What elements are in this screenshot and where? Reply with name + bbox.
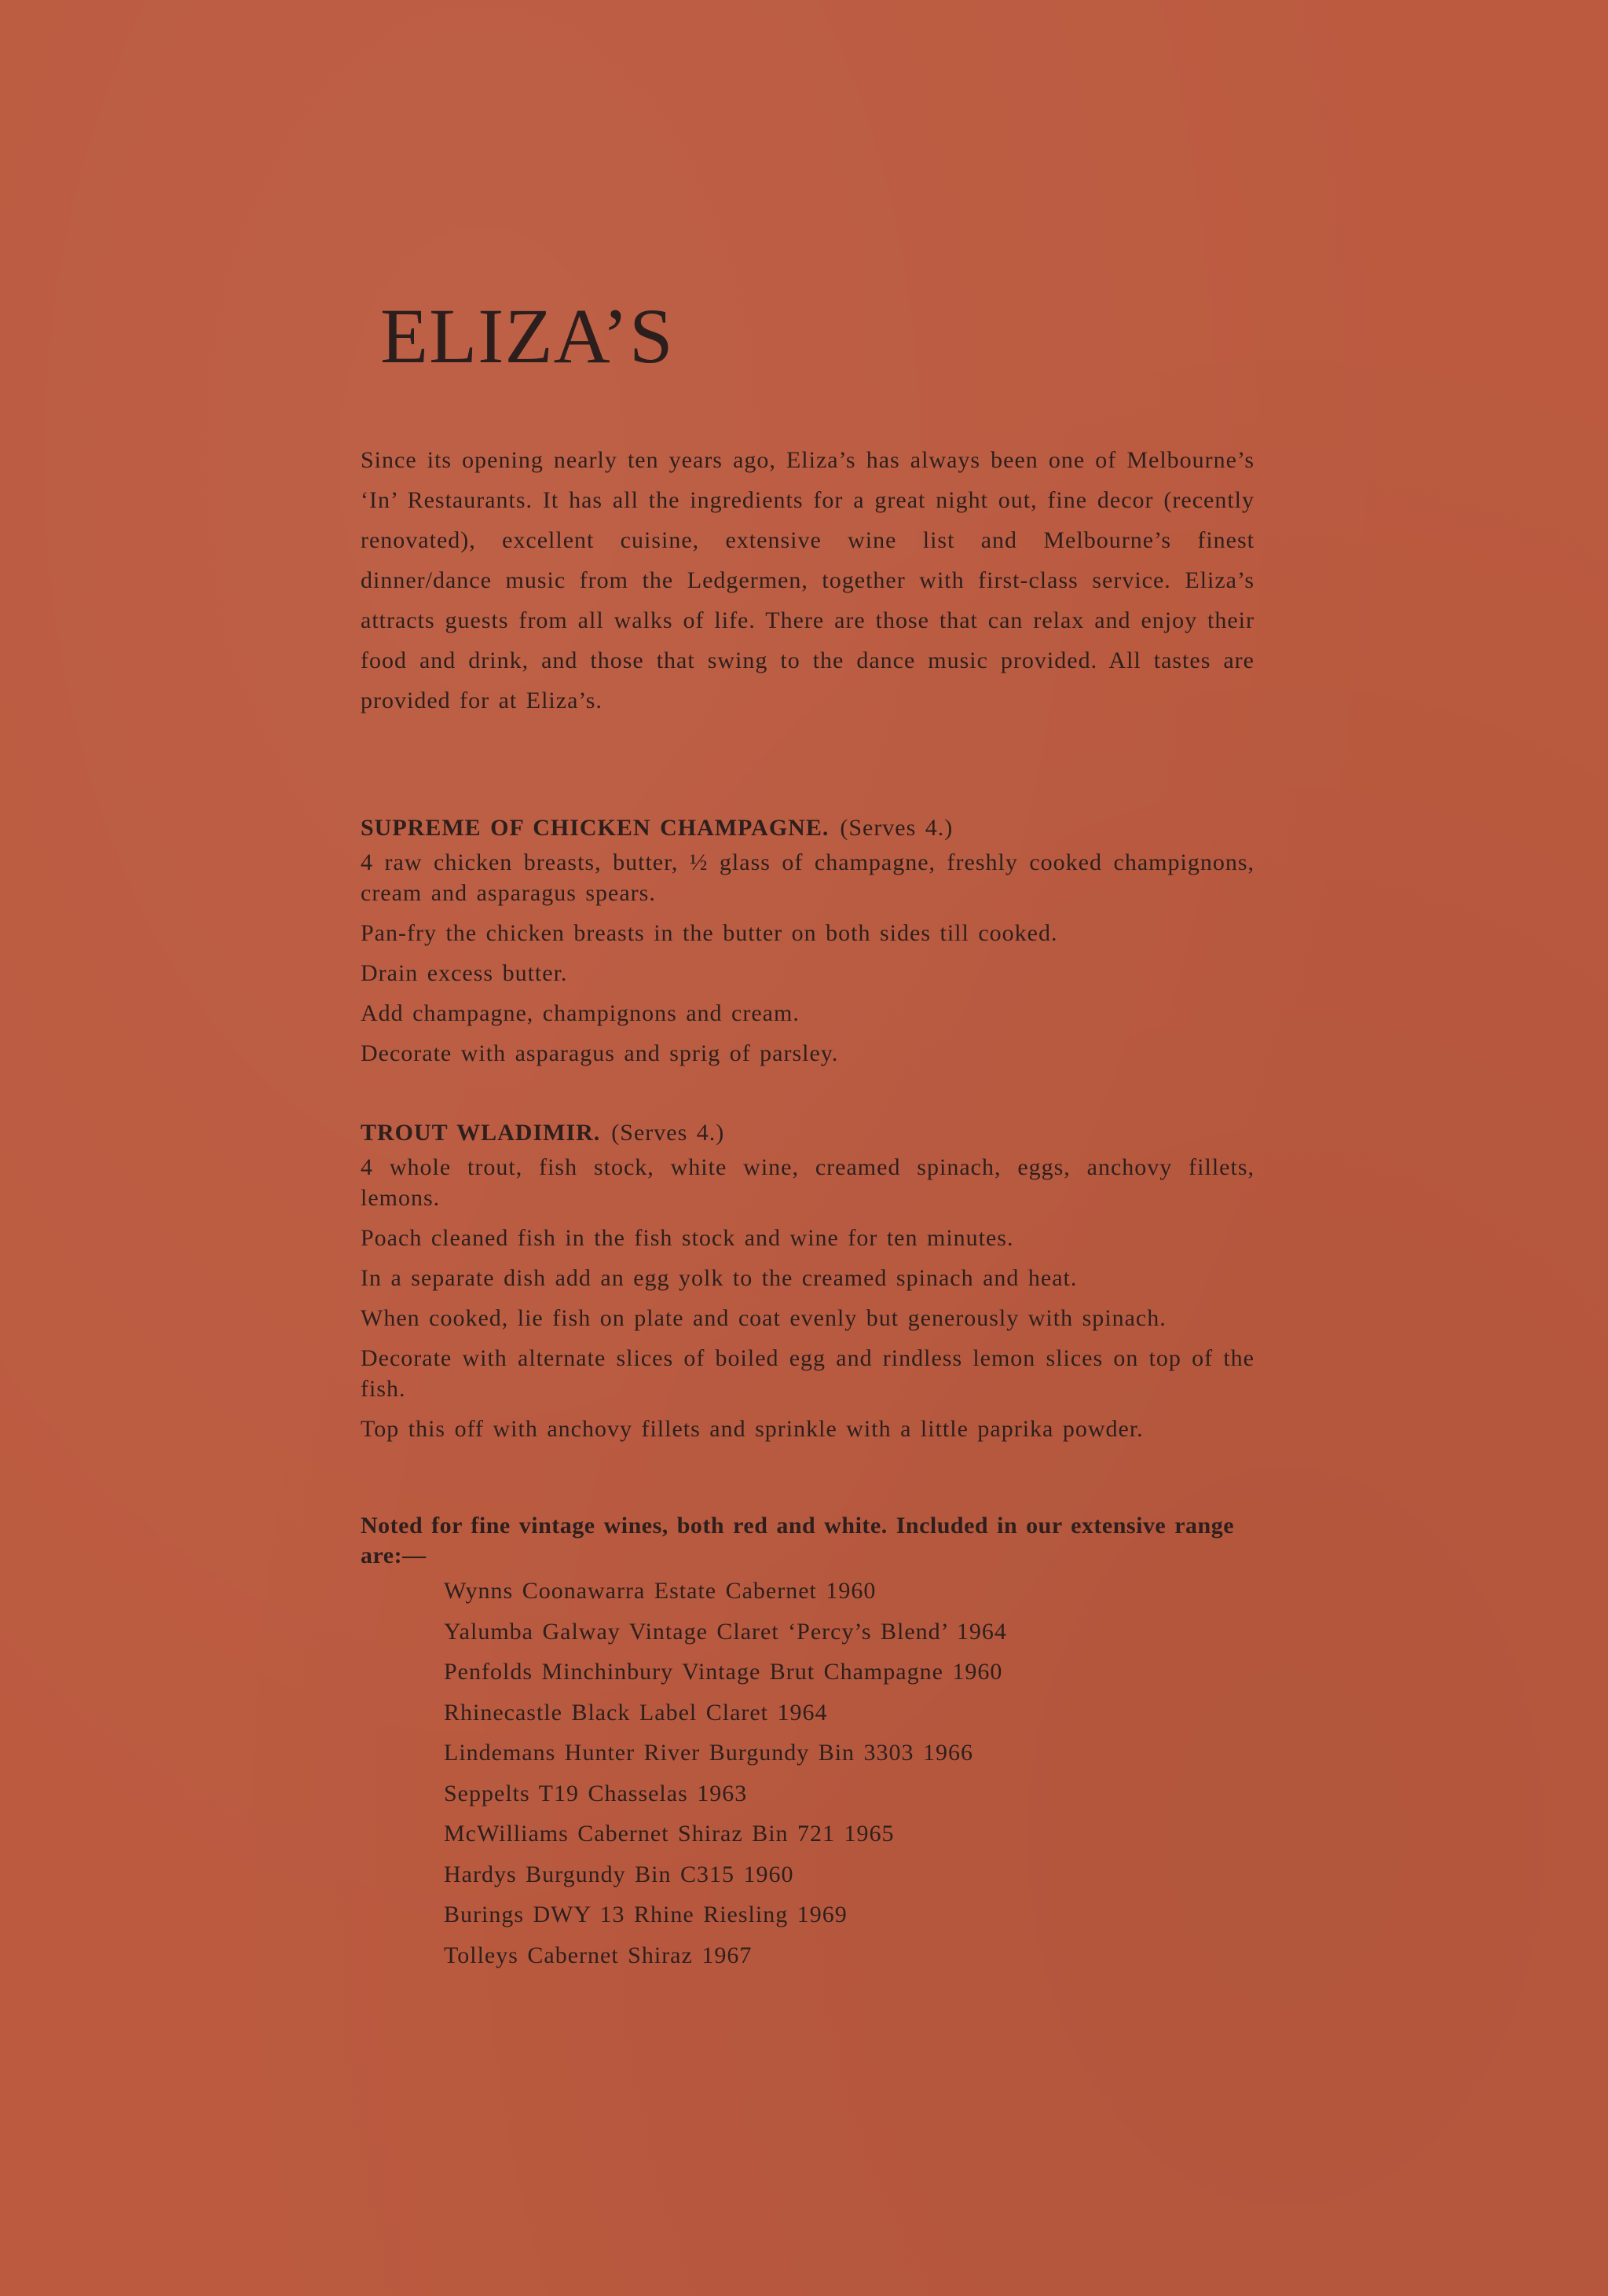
- wine-list: [361, 1571, 1255, 1975]
- wine-item: McWilliams Cabernet Shiraz Bin 721 1965: [444, 1821, 895, 1847]
- wine-item: Penfolds Minchinbury Vintage Brut Champagne 1960: [444, 1659, 1003, 1685]
- wine-item: Seppelts T19 Chasselas 1963: [444, 1780, 748, 1806]
- recipe-step: Add champagne, champignons and cream.: [361, 1000, 800, 1026]
- recipe-title: TROUT WLADIMIR.: [361, 1120, 601, 1146]
- recipe-heading: [361, 809, 1255, 847]
- recipe-heading: [361, 1114, 1255, 1152]
- recipe-trout-wladimir: [361, 1114, 1255, 1454]
- wine-item: Hardys Burgundy Bin C315 1960: [444, 1861, 794, 1887]
- recipe-step: Top this off with anchovy fillets and sprinkle with a little paprika powder.: [361, 1416, 1144, 1442]
- recipe-step: Poach cleaned fish in the fish stock and wine for ten minutes.: [361, 1225, 1014, 1251]
- recipe-ingredients: 4 whole trout, fish stock, white wine, creamed spinach, eggs, anchovy fillets, lemons.: [361, 1154, 1255, 1211]
- wine-item: Tolleys Cabernet Shiraz 1967: [444, 1942, 753, 1968]
- recipe-title: SUPREME OF CHICKEN CHAMPAGNE.: [361, 815, 830, 841]
- recipe-chicken-champagne: [361, 809, 1255, 1078]
- intro-paragraph: Since its opening nearly ten years ago, Eliza’s has always been one of Melbourne’s ‘In’ Restaurants. It has all the ingredients for a great night out, fine decor (recently renovated), excellent cuisine, extensive wine list and Melbourne’s finest dinner/dance music from the Ledgermen, together with first-class service. Eliza’s attracts guests from all walks of life. There are those that can relax and enjoy their food and drink, and those that swing to the dance music provided. All tastes are provided for at Eliza’s.: [361, 447, 1255, 713]
- recipe-step: In a separate dish add an egg yolk to the creamed spinach and heat.: [361, 1265, 1078, 1291]
- wine-item: Lindemans Hunter River Burgundy Bin 3303 1966: [444, 1740, 974, 1766]
- wine-item: Burings DWY 13 Rhine Riesling 1969: [444, 1902, 848, 1927]
- recipe-serves: (Serves 4.): [611, 1120, 725, 1146]
- wine-heading: Noted for fine vintage wines, both red and white. Included in our extensive range are:—: [361, 1513, 1235, 1568]
- recipe-step: Decorate with asparagus and sprig of parsley.: [361, 1040, 839, 1066]
- recipe-ingredients: 4 raw chicken breasts, butter, ½ glass of champagne, freshly cooked champignons, cream and asparagus spears.: [361, 849, 1255, 906]
- restaurant-title: ELIZA’S: [380, 292, 674, 380]
- recipe-serves: (Serves 4.): [840, 815, 954, 841]
- wine-item: Wynns Coonawarra Estate Cabernet 1960: [444, 1578, 877, 1604]
- recipe-step: Drain excess butter.: [361, 960, 568, 986]
- wine-item: Yalumba Galway Vintage Claret ‘Percy’s Blend’ 1964: [444, 1618, 1007, 1645]
- recipe-step: Decorate with alternate slices of boiled egg and rindless lemon slices on top of the fish.: [361, 1345, 1255, 1402]
- recipe-step: Pan-fry the chicken breasts in the butter on both sides till cooked.: [361, 920, 1058, 946]
- recipe-step: When cooked, lie fish on plate and coat evenly but generously with spinach.: [361, 1305, 1167, 1331]
- wine-section: [361, 1511, 1255, 1975]
- wine-item: Rhinecastle Black Label Claret 1964: [444, 1699, 828, 1726]
